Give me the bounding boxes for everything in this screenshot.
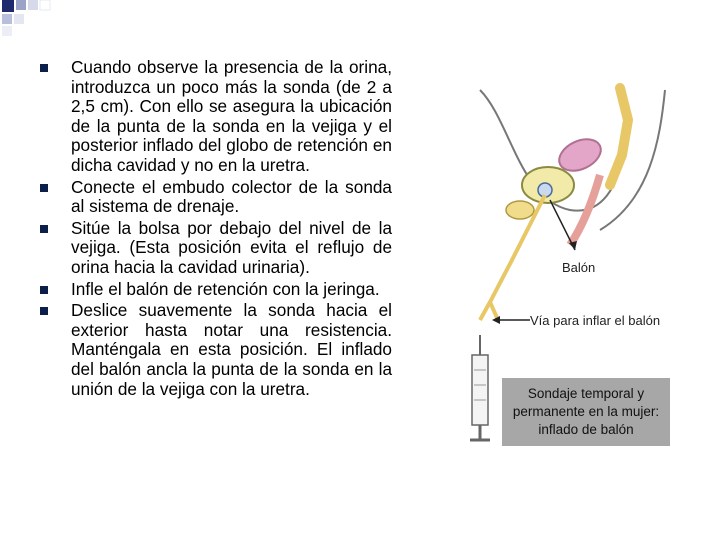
bullet-square-icon [40,286,48,294]
inflation-port-label: Vía para inflar el balón [530,313,661,328]
corner-decoration [0,0,60,40]
list-item-text: Sitúe la bolsa por debajo del nivel de la vejiga. (Esta posición evita el reflujo de orina hacia la cavidad urinaria). [71,217,392,277]
bullet-square-icon [40,184,48,192]
list-item-text: Cuando observe la presencia de la orina, introduzca un poco más la sonda (de 2 a 2,5 cm). Con ello se asegura la ubicación de la punta de la sonda en la vejiga y el posterior inflado del globo de retención en dicha cavidad y no en la uretra. [71,57,392,175]
balloon-label: Balón [562,260,596,275]
bullet-square-icon [40,225,48,233]
list-item [40,301,392,399]
list-item-text: Conecte el embudo colector de la sonda al sistema de drenaje. [71,176,392,217]
list-item [40,219,392,278]
list-item-text: Deslice suavemente la sonda hacia el exterior hasta notar una resistencia. Manténgala en esta posición. El inflado del balón ancla la punta de la sonda en la unión de la vejiga con la uretra. [71,300,392,399]
list-item [40,58,392,176]
list-item [40,280,392,300]
instruction-list [40,58,392,401]
bullet-square-icon [40,307,48,315]
caption-line: permanente en la mujer: [512,404,660,419]
caption-line: inflado de balón [538,422,634,437]
bullet-square-icon [40,64,48,72]
caption-line: Sondaje temporal y [527,386,645,401]
figure-caption [502,378,670,446]
list-item-text: Infle el balón de retención con la jeringa. [71,278,380,299]
list-item [40,178,392,217]
